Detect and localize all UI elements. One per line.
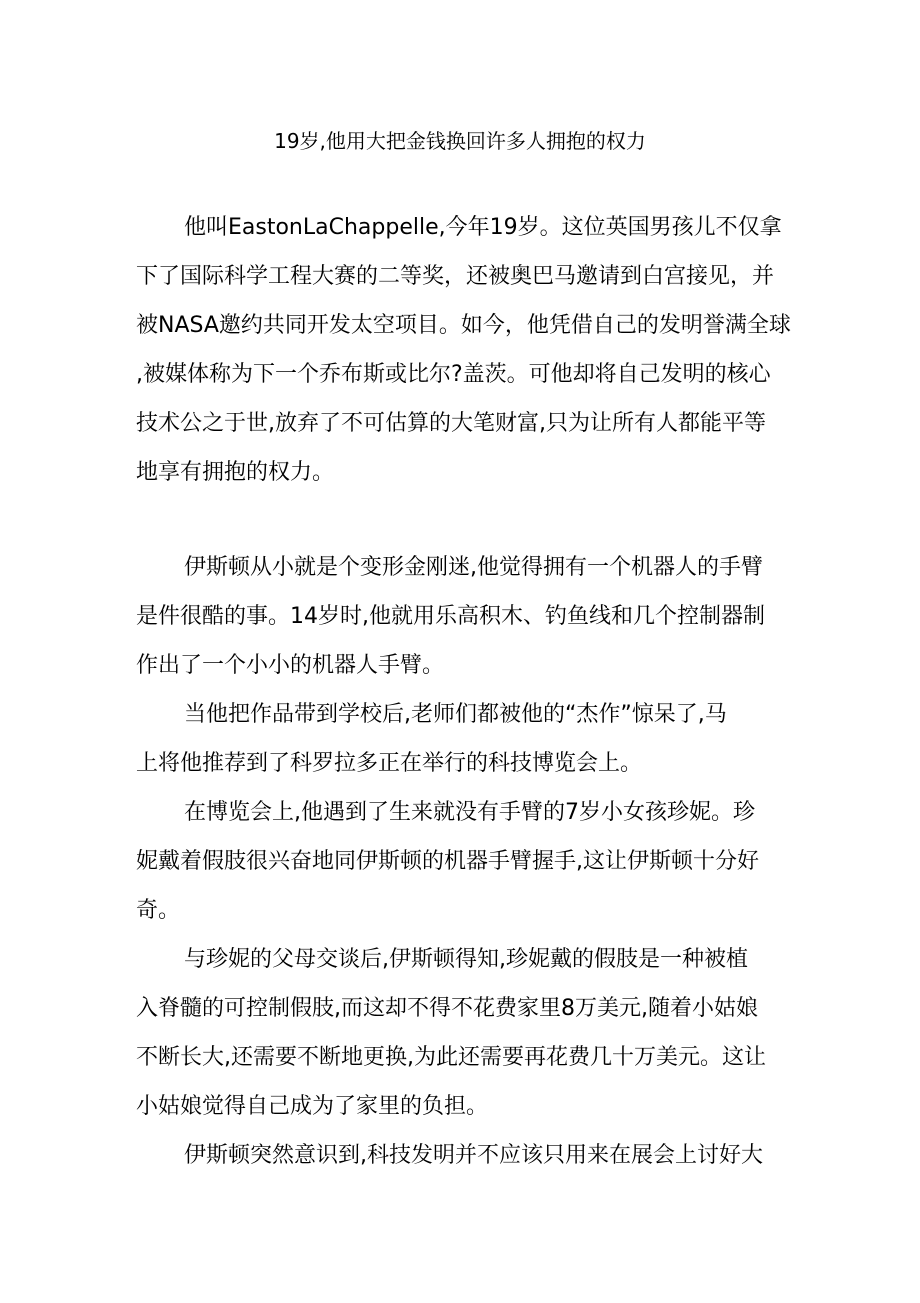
text-line: 妮戴着假肢很兴奋地同伊斯顿的机器手臂握手,这让伊斯顿十分好 — [136, 849, 759, 874]
text-line: 下了国际科学工程大赛的二等奖，还被奥巴马邀请到白宫接见，并 — [136, 264, 775, 289]
text-line: 当他把作品带到学校后,老师们都被他的“杰作”惊呆了,马 — [184, 702, 727, 727]
text-line: 入脊髓的可控制假肢,而这却不得不花费家里8万美元,随着小姑娘 — [136, 996, 758, 1021]
text-line: ,被媒体称为下一个乔布斯或比尔?盖茨。可他却将自己发明的核心 — [136, 362, 771, 387]
text-line: 作出了一个小小的机器人手臂。 — [136, 653, 445, 678]
document-title: 19岁,他用大把金钱换回许多人拥抱的权力 — [274, 129, 646, 153]
text-line: 被NASA邀约共同开发太空项目。如今，他凭借自己的发明誉满全球 — [136, 313, 791, 338]
text-line: 不断长大,还需要不断地更换,为此还需要再花费几十万美元。这让 — [136, 1045, 766, 1070]
text-line: 技术公之于世,放弃了不可估算的大笔财富,只为让所有人都能平等 — [136, 411, 766, 436]
text-line: 他叫EastonLaChappelle,今年19岁。这位英国男孩儿不仅拿 — [184, 215, 782, 240]
text-line: 与珍妮的父母交谈后,伊斯顿得知,珍妮戴的假肢是一种被植 — [184, 947, 748, 972]
text-line: 伊斯顿从小就是个变形金刚迷,他觉得拥有一个机器人的手臂 — [184, 555, 763, 580]
text-line: 在博览会上,他遇到了生来就没有手臂的7岁小女孩珍妮。珍 — [184, 800, 755, 825]
text-line: 小姑娘觉得自己成为了家里的负担。 — [136, 1094, 489, 1119]
text-line: 奇。 — [136, 898, 181, 923]
text-line: 伊斯顿突然意识到,科技发明并不应该只用来在展会上讨好大 — [184, 1143, 763, 1168]
text-line: 上将他推荐到了科罗拉多正在举行的科技博览会上。 — [136, 751, 643, 776]
text-line: 地享有拥抱的权力。 — [136, 460, 335, 485]
text-line: 是件很酷的事。14岁时,他就用乐高积木、钓鱼线和几个控制器制 — [136, 604, 765, 629]
